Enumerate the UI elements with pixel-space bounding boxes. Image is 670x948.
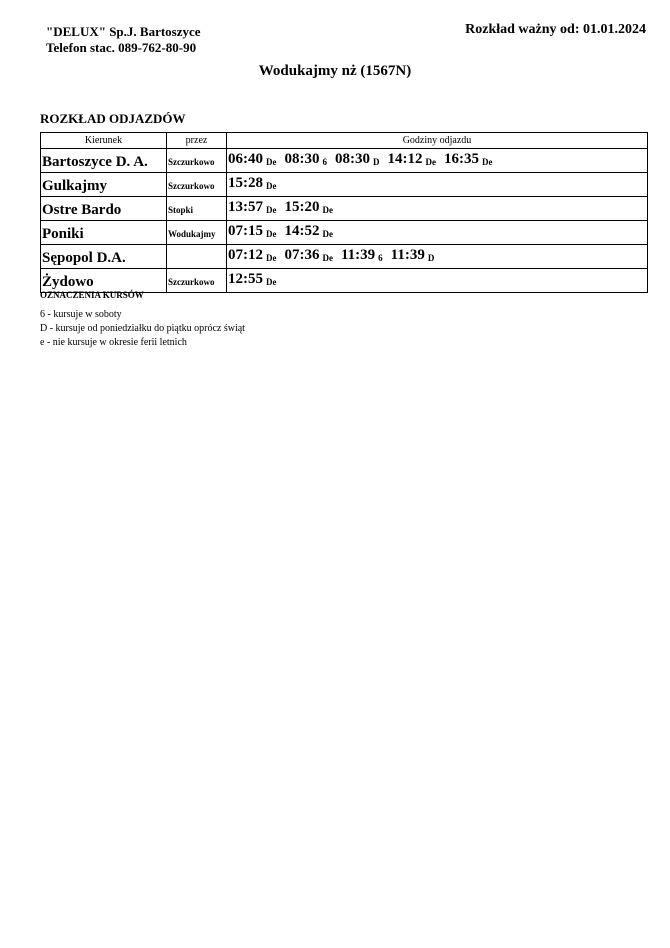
company-phone: Telefon stac. 089-762-80-90 — [46, 40, 197, 55]
departure-time: 08:30 — [335, 151, 370, 167]
departure-code: De — [266, 229, 277, 239]
departure-time: 15:28 — [228, 175, 263, 191]
row-direction: Ostre Bardo — [41, 197, 167, 221]
departure-code: 6 — [322, 157, 327, 167]
departure-time: 12:55 — [228, 271, 263, 287]
departure-code: De — [266, 277, 277, 287]
company-info — [46, 24, 201, 56]
valid-from: Rozkład ważny od: 01.01.2024 — [465, 22, 646, 37]
departure — [391, 245, 435, 268]
row-direction: Sępopol D.A. — [41, 245, 167, 269]
departure — [285, 245, 334, 268]
departure-time: 07:15 — [228, 223, 263, 239]
table-row — [41, 245, 648, 269]
table-row — [41, 197, 648, 221]
departure-code: De — [266, 157, 277, 167]
departure — [388, 149, 437, 172]
legend — [40, 308, 245, 350]
departure-code: D — [373, 157, 380, 167]
departure — [228, 197, 277, 220]
row-departures — [227, 173, 648, 197]
departure-time: 14:12 — [387, 151, 423, 167]
departure-code: D — [427, 253, 435, 263]
departure — [285, 221, 334, 244]
departure — [228, 269, 277, 292]
row-departures — [227, 245, 648, 269]
stop-name: Wodukajmy nż (1567N) — [258, 63, 412, 79]
section-title: ROZKŁAD ODJAZDÓW — [40, 111, 186, 126]
departure-code: De — [266, 205, 277, 215]
row-direction: Bartoszyce D. A. — [41, 149, 167, 173]
departure — [228, 245, 277, 268]
departure — [285, 149, 328, 172]
row-departures — [227, 221, 648, 245]
column-header-via: przez — [167, 133, 227, 149]
row-via: Szczurkowo — [167, 269, 227, 293]
departure-code: De — [266, 253, 277, 263]
column-header-times: Godziny odjazdu — [227, 133, 648, 149]
legend-item: 6 - kursuje w soboty — [40, 309, 122, 320]
departure-time: 14:52 — [284, 223, 320, 239]
legend-item: D - kursuje od poniedziałku do piątku oprócz świąt — [40, 323, 245, 334]
departure-code: De — [322, 253, 333, 263]
row-via: Szczurkowo — [167, 173, 227, 197]
timetable — [40, 132, 648, 293]
departure — [228, 173, 277, 196]
row-via — [167, 245, 227, 269]
timetable-header-row — [41, 133, 648, 149]
legend-title: OZNACZENIA KURSÓW — [40, 290, 144, 300]
departure — [285, 197, 334, 220]
departure-time: 11:39 — [341, 247, 376, 263]
column-header-direction: Kierunek — [41, 133, 167, 149]
row-via: Szczurkowo — [167, 149, 227, 173]
departure-time: 07:12 — [228, 247, 263, 263]
departure-code: De — [322, 205, 333, 215]
departure-time: 13:57 — [228, 199, 263, 215]
departure-time: 15:20 — [284, 199, 320, 215]
departure — [228, 221, 277, 244]
departure-time: 07:36 — [284, 247, 320, 263]
departure-code: 6 — [378, 253, 383, 263]
row-departures — [227, 197, 648, 221]
table-row — [41, 269, 648, 293]
departure-time: 11:39 — [390, 247, 425, 263]
departure-time: 08:30 — [284, 151, 320, 167]
row-departures — [227, 269, 648, 293]
departure — [341, 245, 383, 268]
legend-item: e - nie kursuje w okresie ferii letnich — [40, 337, 187, 348]
row-direction: Żydowo — [41, 269, 167, 293]
row-via: Stopki — [167, 197, 227, 221]
departure — [228, 149, 277, 172]
departure-code: De — [266, 181, 277, 191]
departure-code: De — [322, 229, 333, 239]
table-row — [41, 221, 648, 245]
departure-code: De — [482, 157, 493, 167]
row-departures — [227, 149, 648, 173]
row-direction: Poniki — [41, 221, 167, 245]
departure-code: De — [425, 157, 436, 167]
row-direction: Gulkajmy — [41, 173, 167, 197]
departure-time: 06:40 — [228, 151, 263, 167]
departure — [444, 149, 493, 172]
departure-time: 16:35 — [444, 151, 479, 167]
table-row — [41, 173, 648, 197]
company-name: "DELUX" Sp.J. Bartoszyce — [46, 24, 201, 39]
departure — [335, 149, 380, 172]
row-via: Wodukajmy — [167, 221, 227, 245]
table-row — [41, 149, 648, 173]
